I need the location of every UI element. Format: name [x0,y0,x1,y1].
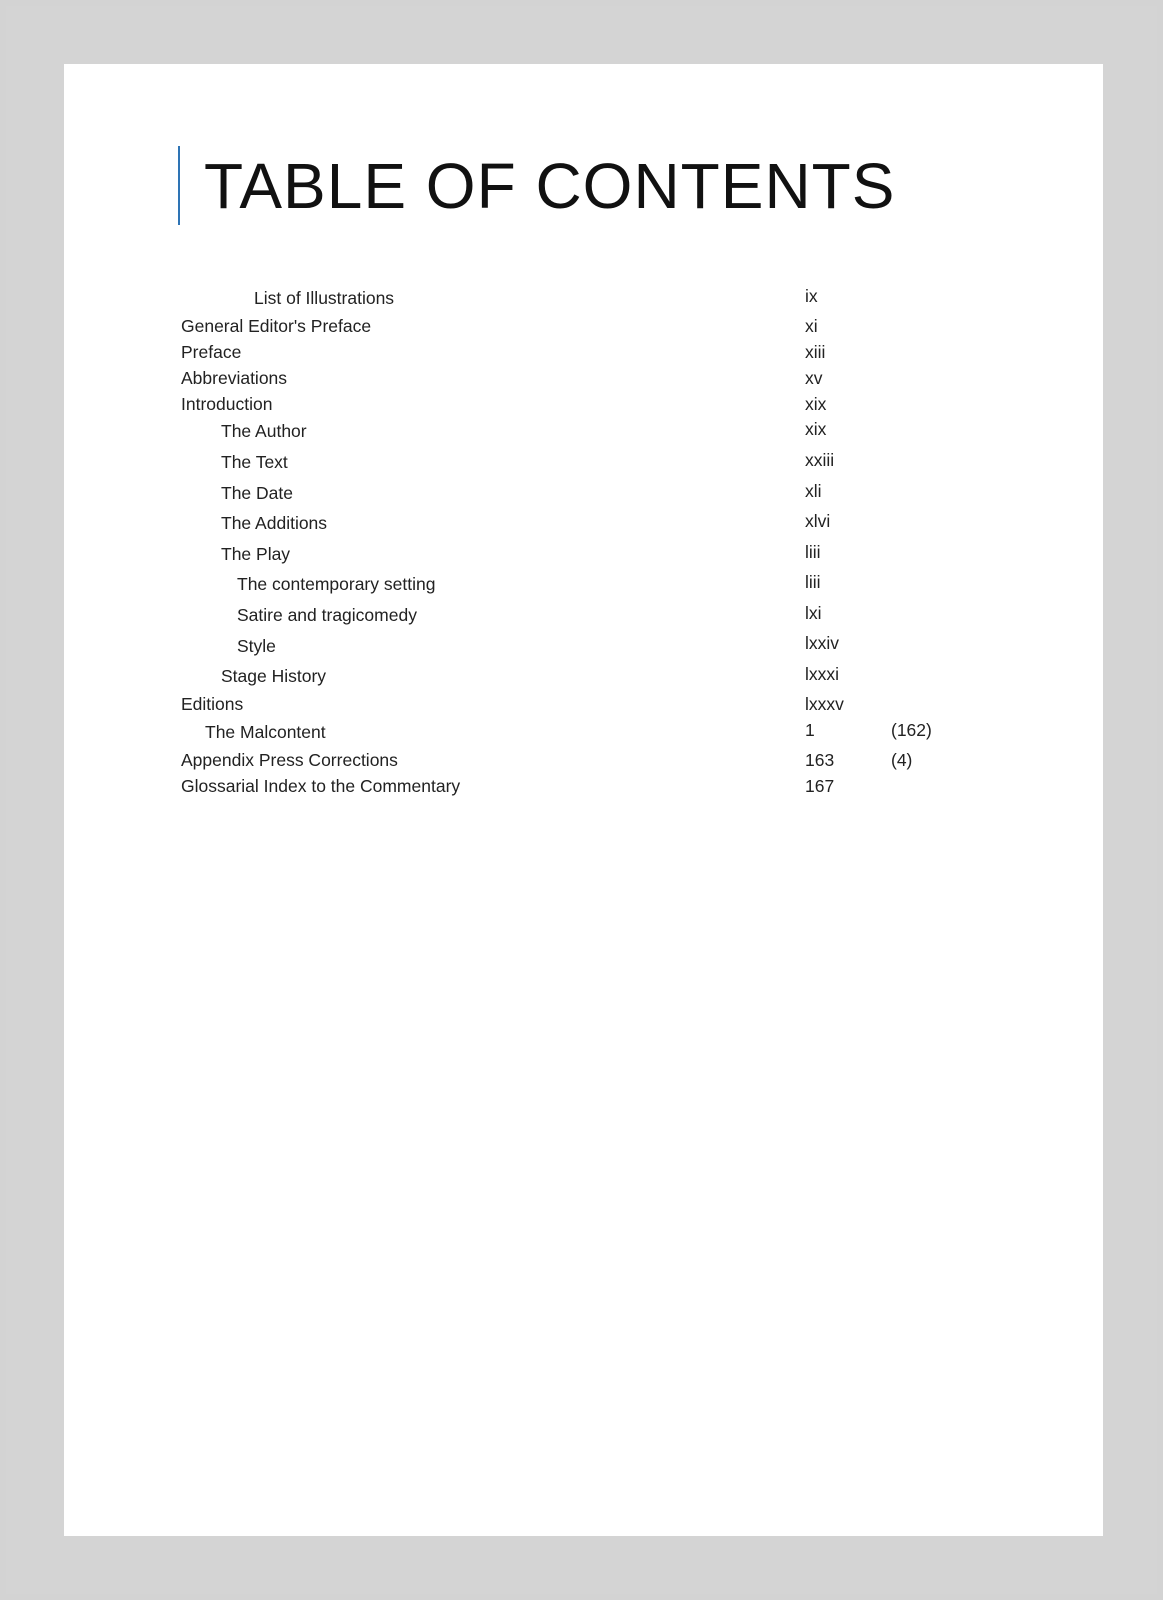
toc-entry-page-number: xxiii [805,450,835,470]
toc-entry [0,750,1163,774]
toc-entry-page-number: xli [805,481,822,501]
toc-entry-label: Glossarial Index to the Commentary [181,776,461,796]
toc-entry [0,368,1163,392]
toc-entry-label: Stage History [221,666,327,686]
toc-entry-page-number: lxxxv [805,694,844,714]
toc-entry-page-number: 163 [805,750,835,770]
toc-entry [0,421,1163,445]
toc-entry-page-number: xix [805,394,827,414]
toc-entry-label: The contemporary setting [237,574,436,594]
toc-entry-label: Introduction [181,394,273,414]
toc-entry [0,288,1163,312]
title-accent-bar [178,146,180,225]
toc-entry [0,605,1163,629]
toc-entry [0,574,1163,598]
toc-entry-label: Preface [181,342,242,362]
toc-entry [0,316,1163,340]
toc-entry-label: The Author [221,421,307,441]
toc-entry-page-number: lxxiv [805,633,840,653]
toc-entry [0,544,1163,568]
toc-entry-page-number: xix [805,419,827,439]
toc-entry-label: List of Illustrations [254,288,395,308]
toc-entry-label: The Play [221,544,291,564]
toc-entry [0,633,1163,660]
toc-entry [0,776,1163,800]
toc-entry [0,394,1163,418]
toc-entry [0,483,1163,507]
toc-entry-page-number: liii [805,572,821,592]
toc-entry-label: Editions [181,694,244,714]
toc-entry-label: The Additions [221,513,328,533]
toc-entry [0,513,1163,537]
document-page [64,64,1103,1536]
toc-entry [0,342,1163,366]
toc-entry-page-number: xlvi [805,511,831,531]
toc-entry-page-number: xi [805,316,818,336]
toc-entry-page-number: liii [805,542,821,562]
toc-entry-label: Style [237,636,276,656]
toc-entry [0,694,1163,718]
toc-entry-page-number: 1 [805,720,815,740]
toc-entry-label: The Text [221,452,288,472]
toc-entry-label: The Malcontent [205,722,326,742]
page-title: TABLE OF CONTENTS [204,150,896,222]
toc-entry-page-number: ix [805,286,818,306]
toc-entry-page-count: (4) [891,750,913,770]
toc-entry [0,452,1163,476]
toc-entry-label: Appendix Press Corrections [181,750,398,770]
toc-entry-page-number: lxi [805,603,822,623]
toc-entry-label: Satire and tragicomedy [237,605,417,625]
toc-entry [0,666,1163,690]
toc-entry-page-number: lxxxi [805,664,840,684]
toc-entry [0,722,1163,746]
toc-entry-page-count: (162) [891,720,932,740]
toc-entry-label: General Editor's Preface [181,316,372,336]
toc-entry-label: The Date [221,483,293,503]
toc-entry-page-number: xv [805,368,823,388]
toc-entry-page-number: xiii [805,342,826,362]
toc-entry-page-number: 167 [805,776,835,796]
toc-entry-label: Abbreviations [181,368,288,388]
